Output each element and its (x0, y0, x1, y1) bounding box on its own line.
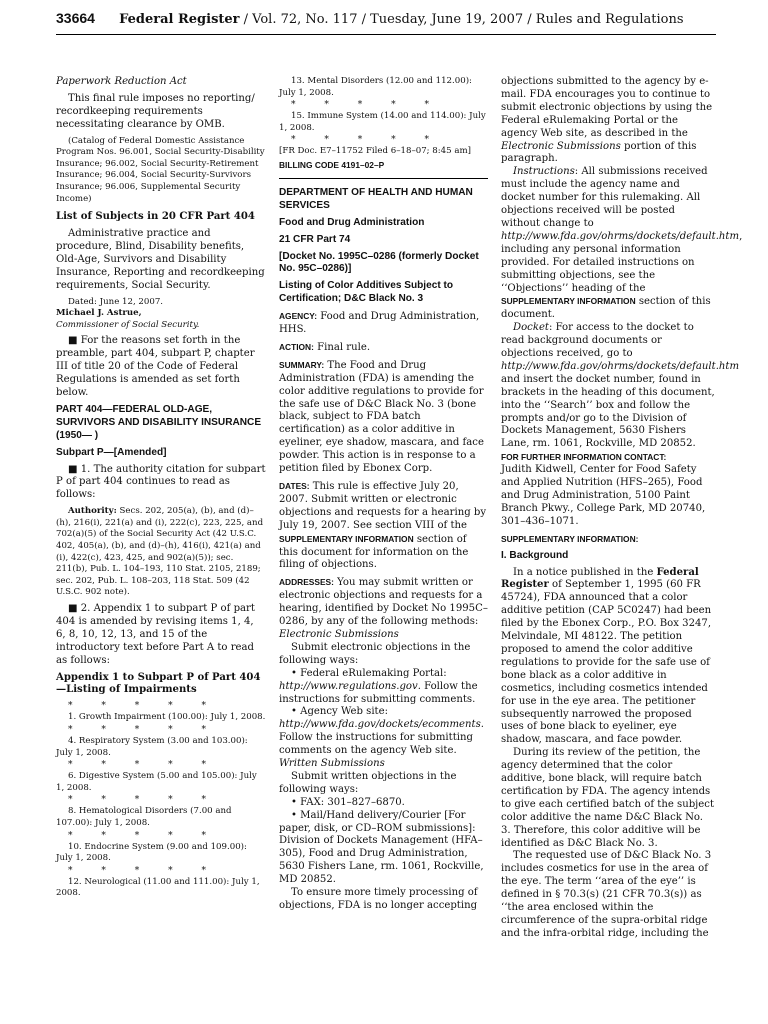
dated-line: Dated: June 12, 2007. (68, 296, 164, 307)
ecomments-link[interactable]: http://www.fda.gov/dockets/ecomments (279, 719, 481, 731)
part-heading: PART 404—FEDERAL OLD-AGE, SURVIVORS AND DISABILITY INSURANCE (1950— ) (56, 403, 262, 441)
prp-text: This final rule imposes no reporting/ recordkeeping requirements necessitating clearance by OMB. (56, 92, 255, 130)
department-heading: DEPARTMENT OF HEALTH AND HUMAN SERVICES (279, 186, 473, 211)
action-label: ACTION: (279, 341, 314, 352)
dates-tail: section of this document for information on the filing of objections. (279, 533, 469, 571)
fax-item: • FAX: 301–827–6870. (291, 796, 405, 808)
listing-item: 12. Neurological (11.00 and 111.00): July 1, 2008. (56, 876, 260, 899)
listing-item: 8. Hematological Disorders (7.00 and 107.00): July 1, 2008. (56, 806, 232, 828)
dates-text: This rule is effective July 20, 2007. Submit written or electronic objections and requests for a hearing by July 19, 2007. See section VIII of the (279, 481, 487, 531)
page-number: 33664 (56, 10, 95, 26)
written-intro: Submit written objections in the following ways: (279, 770, 457, 795)
dates-paragraph (279, 480, 488, 572)
regulations-gov-link[interactable]: http://www.regulations.gov (279, 680, 418, 692)
billing-code: BILLING CODE 4191–02–P (279, 159, 385, 170)
rule-title: Listing of Color Additives Subject to Certification; D&C Black No. 3 (279, 280, 454, 305)
appendix-heading: Appendix 1 to Subpart P of Part 404—Listing of Impairments (56, 671, 261, 696)
ellipsis-stars: * * * * * (291, 100, 442, 111)
action-line (279, 341, 488, 355)
amendment-1: ■ 1. The authority citation for subpart P of part 404 continues to read as follows: (56, 463, 266, 501)
listing-item: 1. Growth Impairment (100.00): July 1, 2008. (68, 712, 266, 723)
signer-name: Michael J. Astrue, (56, 308, 142, 319)
authority-text: Secs. 202, 205(a), (b), and (d)–(h), 216(i), 221(a) and (i), 222(c), 223, 225, and 702(a)(5) of the Social Security Act (42 U.S.C. 402, 405(a), (b), and (d)–(h), 416(i), 421(a) and (i), 422(c), 423, 425, and 902(a)(5)); sec. 211(b), Pub. L. 104–193, 110 Stat. 2105, 2189; sec. 202, Pub. L. 108–203, 118 Stat. 509 (42 U.S.C. 902 note). (56, 506, 264, 598)
docket-heading: [Docket No. 1995C–0286 (formerly Docket No. 95C–0286)] (279, 250, 479, 275)
action-text: Final rule. (313, 341, 371, 353)
ellipsis-stars: * * * * * (68, 830, 219, 841)
agency-website-tail: . Follow the instructions for submitting comments on the agency Web site. (279, 719, 484, 757)
listing-item: 4. Respiratory System (3.00 and 103.00): July 1, 2008. (56, 735, 248, 758)
column-2 (279, 76, 488, 913)
electronic-heading: Electronic Submissions (279, 628, 399, 640)
agency-label: AGENCY: (279, 311, 317, 322)
electronic-intro: Submit electronic objections in the following ways: (279, 641, 471, 666)
column-1 (56, 76, 266, 901)
background-heading: I. Background (501, 549, 569, 561)
summary-paragraph (279, 359, 488, 476)
listing-item: 6. Digestive System (5.00 and 105.00): July 1, 2008. (56, 771, 257, 793)
prp-heading: Paperwork Reduction Act (56, 76, 187, 87)
instructions-paragraph (501, 166, 743, 322)
subpart-heading: Subpart P—[Amended] (56, 446, 167, 458)
background-paragraph-3: The requested use of D&C Black No. 3 includes cosmetics for use in the area of the eye. The term ‘‘area of the eye’’ is defined in § 70.3(s) (21 CFR 70.3(s)) as ‘‘the area enclosed within the circumference of the supra-orbital ridge and the infra-orbital ridge, including the (501, 850, 712, 939)
docket-link[interactable]: http://www.fda.gov/ohrms/dockets/default.htm (501, 360, 740, 372)
ellipsis-stars: * * * * * (68, 795, 219, 806)
cfr-heading: 21 CFR Part 74 (279, 233, 351, 245)
page-header (56, 10, 716, 36)
agency-heading: Food and Drug Administration (279, 216, 425, 228)
publication-name: Federal Register (119, 12, 240, 27)
background-text-a: In a notice published in the (513, 566, 657, 578)
listing-item: 15. Immune System (14.00 and 114.00): July 1, 2008. (279, 111, 486, 133)
listing-item: 13. Mental Disorders (12.00 and 112.00): July 1, 2008. (279, 76, 472, 98)
addresses-text: You may submit written or electronic objections and requests for a hearing, identified by Docket No 1995C–0286, by any of the following methods: (279, 577, 488, 628)
dates-suppl-ref: SUPPLEMENTARY INFORMATION (279, 533, 414, 544)
erulemaking-item (279, 668, 488, 707)
ellipsis-stars: * * * * * (68, 760, 219, 771)
contact-label: FOR FURTHER INFORMATION CONTACT: (501, 452, 667, 463)
agency-text: Food and Drug Administration, HHS. (279, 311, 480, 336)
instructions-text: : All submissions received must include the agency name and docket number for this rulemaking. All objections received will be posted without change to (501, 166, 708, 229)
amendment-2: ■ 2. Appendix 1 to subpart P of part 404 is amended by revising items 1, 4, 6, 8, 10, 12, 13, and 15 of the introductory text before Part A to read as follows: (56, 603, 255, 666)
mail-item: • Mail/Hand delivery/Courier [For paper, disk, or CD–ROM submissions]: Division of Dockets Management (HFA–305), Food and Drug Administration, 5630 Fishers Lane, rm. 1061, Rockville, MD 20852. (279, 809, 484, 886)
ellipsis-stars: * * * * * (291, 135, 442, 146)
docket-label: Docket (513, 322, 549, 334)
ellipsis-stars: * * * * * (68, 724, 219, 735)
reasons-text: ■ For the reasons set forth in the preamble, part 404, subpart P, chapter III of title 20 of the Code of Federal Regulations is amended as set forth below. (56, 335, 255, 399)
listing-item: 10. Endocrine System (9.00 and 109.00): July 1, 2008. (56, 841, 247, 864)
instructions-text-2: , including any personal information provided. For detailed instructions on submitting objections, see the ‘‘Objections’’ heading of the (501, 230, 743, 294)
contact-text: Judith Kidwell, Center for Food Safety and Applied Nutrition (HFS–265), Food and Drug Administration, 5100 Paint Branch Pkwy., College Park, MD 20740, 301–436–1071. (501, 464, 706, 527)
summary-label: SUMMARY: (279, 359, 325, 370)
erulemaking-tail: . Follow the instructions for submitting comments. (279, 680, 478, 705)
erulemaking-label: • Federal eRulemaking Portal: (291, 667, 447, 679)
agency-website-label: • Agency Web site: (291, 706, 388, 718)
issue-citation: / Vol. 72, No. 117 / Tuesday, June 19, 2007 / Rules and Regulations (239, 12, 684, 27)
agency-website-item (279, 706, 488, 758)
signer-title: Commissioner of Social Security. (56, 319, 200, 330)
docket-tail: and insert the docket number, found in brackets in the heading of this document, into the ‘‘Search’’ box and follow the prompts and/or go to the Division of Dockets Management, 5630 Fishers Lane, rm. 1061, Rockville, MD 20852. (501, 373, 715, 450)
addresses-paragraph (279, 576, 488, 629)
electronic-submissions-ref: Electronic Submissions (501, 140, 621, 152)
catalog-note: (Catalog of Federal Domestic Assistance Program Nos. 96.001, Social Security-Disability Insurance; 96.002, Social Security-Retirement Insurance; 96.004, Social Security-Survivors Insurance; 96.006, Supplemental Security Income) (56, 135, 265, 204)
column-3 (501, 76, 743, 941)
ellipsis-stars: * * * * * (68, 865, 219, 876)
section-divider (279, 178, 488, 179)
federal-register-ref: Federal Register (501, 566, 699, 591)
background-text-b: of September 1, 1995 (60 FR 45724), FDA announced that a color additive petition (CAP 5C0247) had been filed by the Ebonex Corp., P.O. Box 3247, Melvindale, MI 48122. The petition proposed to amend the color additive regulations to provide for the safe use of bone black as a color additive in cosmetics, including cosmetics intended for use in the eye area. The petitioner subsequently narrowed the proposed uses of bone black to eyeliner, eye shadow, mascara, and face powder. (501, 579, 712, 746)
instructions-suppl-ref: SUPPLEMENTARY INFORMATION (501, 296, 636, 307)
instructions-label: Instructions (513, 166, 575, 178)
authority-label: Authority: (68, 506, 117, 517)
dockets-default-link[interactable]: http://www.fda.gov/ohrms/dockets/default.htm (501, 230, 740, 242)
summary-text: The Food and Drug Administration (FDA) is amending the color additive regulations to provide for the safe use of D&C Black No. 3 (bone black, subject to FDA batch certification) as a color additive in eyeliner, eye shadow, mascara, and face powder. This action is in response to a petition filed by Ebonex Corp. (279, 359, 484, 475)
objections-paragraph (501, 76, 715, 166)
background-paragraph-2: During its review of the petition, the agency determined that the color additive, bone black, will require batch certification by FDA. The agency intends to give each certified batch of the subject color additive the name D&C Black No. 3. Therefore, this color additive will be identified as D&C Black No. 3. (501, 747, 714, 849)
authority-note (56, 506, 266, 599)
docket-paragraph (501, 322, 740, 451)
timely-processing-text: To ensure more timely processing of objections, FDA is no longer accepting (279, 887, 478, 911)
written-heading: Written Submissions (279, 758, 385, 770)
subjects-text: Administrative practice and procedure, Blind, Disability benefits, Old-Age, Survivors and Disability Insurance, Reporting and recordkeeping requirements, Social Security. (56, 228, 265, 291)
header-rule (56, 34, 716, 35)
fr-doc-line: [FR Doc. E7–11752 Filed 6–18–07; 8:45 am] (279, 146, 471, 157)
docket-text: : For access to the docket to read background documents or objections received, go to (501, 322, 694, 360)
supplementary-label: SUPPLEMENTARY INFORMATION: (501, 533, 639, 544)
dates-label: DATES: (279, 481, 310, 491)
instructions-tail: section of this document. (501, 296, 711, 321)
objections-tail: portion of this paragraph. (501, 140, 697, 165)
agency-line (279, 310, 488, 337)
objections-text: objections submitted to the agency by e-mail. FDA encourages you to continue to submit electronic objections by using the Federal eRulemaking Portal or the agency Web site, as described in the (501, 76, 713, 139)
ellipsis-stars: * * * * * (68, 701, 219, 712)
subjects-heading: List of Subjects in 20 CFR Part 404 (56, 211, 255, 223)
background-paragraph-1 (501, 567, 715, 748)
addresses-label: ADDRESSES: (279, 577, 334, 588)
